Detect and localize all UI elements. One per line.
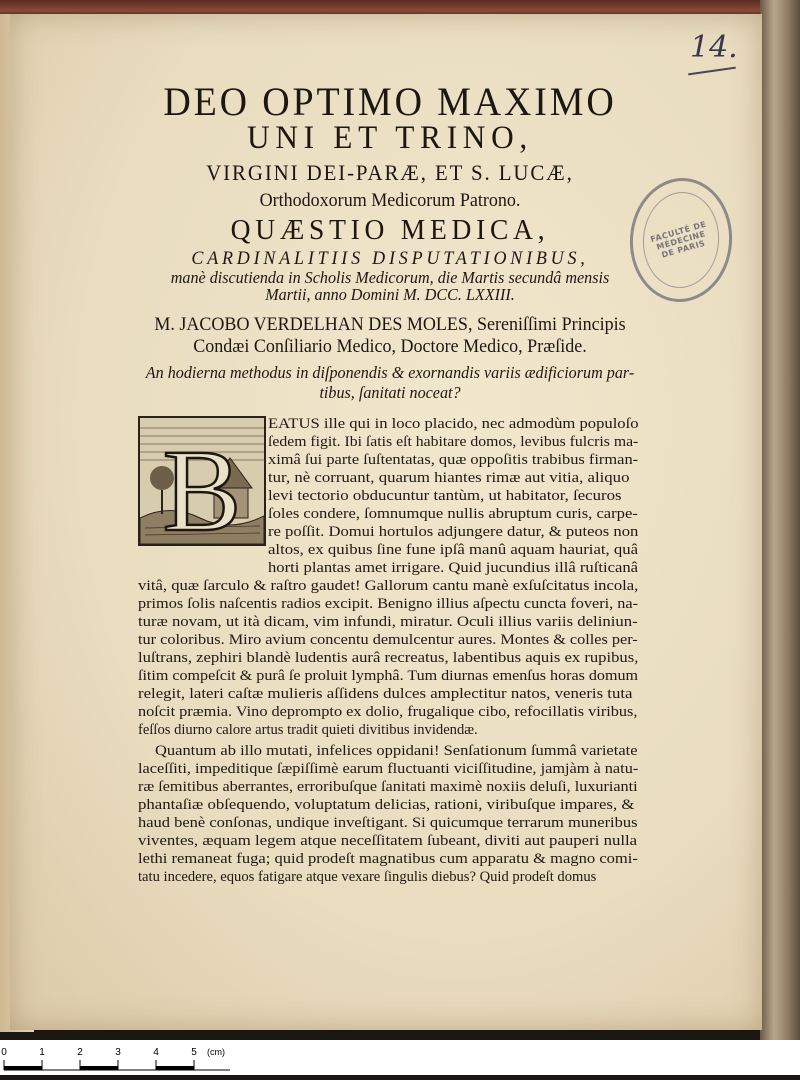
president-line-1: M. JACOBO VERDELHAN DES MOLES, Sereniſſimi Principis (154, 314, 626, 335)
president-line-2: Condæi Conſiliario Medico, Doctore Medico, Præſide. (193, 336, 587, 357)
scale-unit: (cm) (207, 1047, 225, 1057)
body-line: haud benè conſonas, undique inveſtigant. Si quicumque terrarum muneribus (138, 815, 638, 831)
scale-ruler (0, 1040, 800, 1075)
body-line: luſtrans, zephiri blandè ludentis aurâ recreatus, labentibus aquis ex rupibus, (138, 650, 639, 666)
scale-label: 4 (153, 1047, 159, 1058)
body-line: tur coloribus. Miro avium concentu demulcentur aures. Montes & colles per- (138, 632, 638, 648)
scale-label: 0 (1, 1047, 7, 1058)
body-line: laceſſiti, impeditique ſæpiſſimè earum fluctuanti viciſſitudine, jamjàm à natu- (138, 761, 639, 777)
body-line: EATUS ille qui in loco placido, nec admodùm populoſo (268, 416, 639, 432)
folio-number: 14. (690, 30, 738, 65)
scale-label: 5 (191, 1047, 197, 1058)
body-line: re poſſit. Domui hortulos adjungere datur, & puteos non (268, 524, 639, 540)
body-line: relegit, lateri caſtæ mulieris aſſidens dulces amplectitur natos, veneris tuta (138, 686, 633, 702)
body-line: ſitim compeſcit & purâ ſe proluit lymphâ. Tum diurnas emenſus horas domum (138, 668, 638, 684)
scale-bar (0, 1040, 800, 1075)
body-line: lethi remaneat fuga; quid prodeſt magnatibus cum apparatu & magno comi- (138, 851, 638, 867)
body-line: horti plantas amet irrigare. Quid jucundius illâ ruſticanâ (268, 560, 639, 576)
body-line: Quantum ab illo mutati, infelices oppidani! Senſationum ſummâ varietate (155, 743, 638, 759)
body-line: feſſos diurno calore artus tradit quieti divitibus invidendæ. (138, 722, 478, 738)
body-line: tur, nè corruant, quarum hiantes rimæ aut vitia, aliquo (268, 470, 630, 486)
body-line: altos, ex quibus ſine fune ipſâ manû aquam hauriat, quâ (268, 542, 639, 558)
body-line: ræ ſemitibus aberrantes, erroribuſque ſanitati maximè noxiis deluſi, luxurianti (138, 779, 638, 795)
body-line: noſcit præmia. Vino deprompto ex dolio, frugalique cibo, refocillatis viribus, (138, 704, 638, 720)
decorated-initial (138, 416, 266, 546)
date-line-2: Martii, anno Domini M. DCC. LXXIII. (265, 285, 515, 304)
stamp-text: FACULTÉ DE MÉDECINE DE PARIS (649, 219, 708, 260)
question-line-1: An hodierna methodus in diſponendis & exornandis variis ædificiorum par- (145, 363, 635, 382)
body-line: vitâ, quæ ſarculo & raſtro gaudet! Gallorum cantu manè exſuſcitatus incola, (138, 578, 639, 594)
body-line: ſedem figit. Ibi ſatis eſt habitare domos, levibus fulcris ma- (268, 434, 639, 450)
body-line: phantaſiæ obſequendo, voluptatum delicias, rationi, viribuſque impares, & (138, 797, 635, 813)
scale-label: 1 (39, 1047, 45, 1058)
body-line: levi tectorio obducuntur tantùm, ut habitator, ſecuros (268, 488, 622, 504)
body-line: viventes, æquam legem atque neceſſitatem ſubeant, diviti aut pauperi nulla (138, 833, 638, 849)
scale-label: 2 (77, 1047, 83, 1058)
body-line: ſoles condere, ſomnumque nullis abruptum curis, carpe- (268, 506, 638, 522)
date-line-1: manè discutienda in Scholis Medicorum, die Martis secundâ mensis (170, 268, 610, 287)
quaestio-heading: QUÆSTIO MEDICA, (230, 214, 550, 246)
disputation-heading: CARDINALITIIS DISPUTATIONIBUS, (191, 248, 589, 269)
body-line: primos ſolis naſcentis radios excipit. Benigno illius aſpectu cuncta foveri, na- (138, 596, 639, 612)
body-line: tatu incedere, equos fatigare atque vexare ſingulis diebus? Quid prodeſt domus (138, 869, 597, 885)
title-line-1: DEO OPTIMO MAXIMO (163, 79, 617, 124)
scale-label: 3 (115, 1047, 121, 1058)
initial-letter: B (162, 425, 242, 544)
book-page-edges (760, 0, 800, 1040)
initial-engraving (140, 418, 264, 544)
question-line-2: tibus, ſanitati noceat? (319, 383, 461, 402)
body-line: ximâ ſui parte ſuſtentatas, quæ oppoſitis trabibus firman- (268, 452, 639, 468)
title-line-3: VIRGINI DEI-PARÆ, ET S. LUCÆ, (206, 160, 574, 185)
title-line-2: UNI ET TRINO, (247, 120, 533, 156)
body-line: turæ novam, ut ità dicam, vim infundi, miratur. Oculi illius variis deliniun- (138, 614, 638, 630)
title-line-4: Orthodoxorum Medicorum Patrono. (259, 190, 521, 211)
